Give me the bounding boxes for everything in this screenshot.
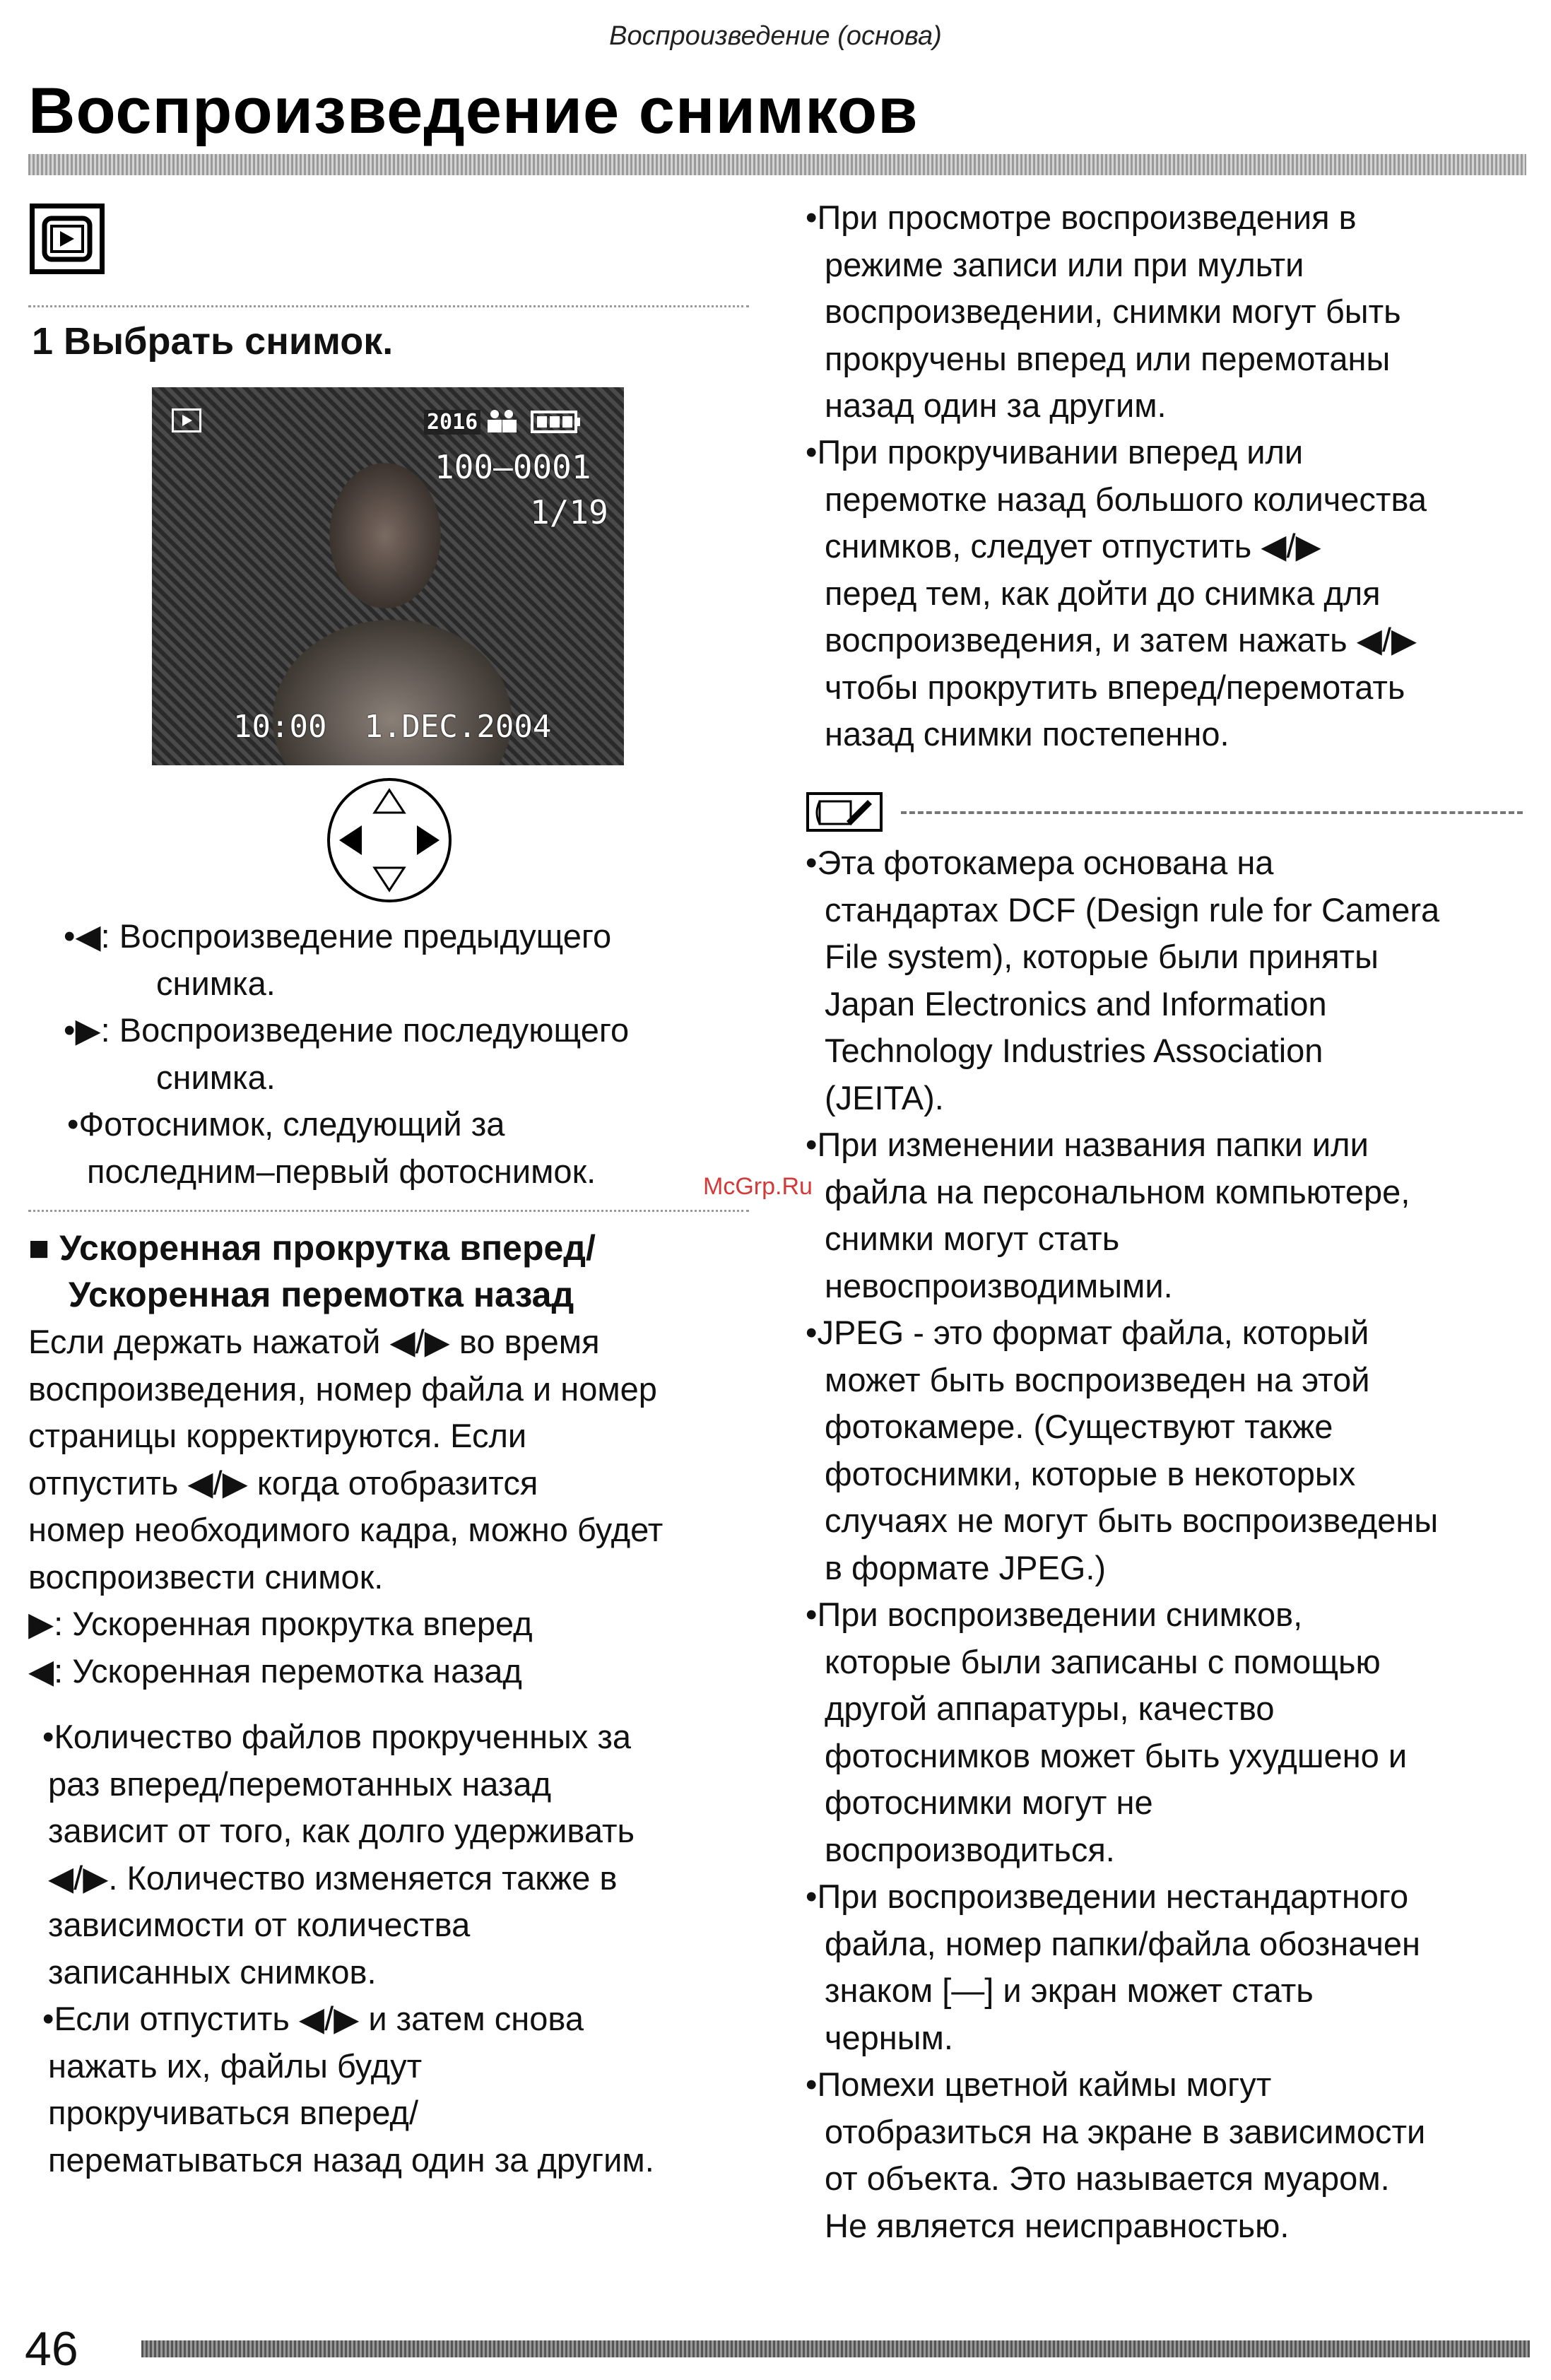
year-indicator: 2016 [424,410,480,435]
cursor-pad-icon [325,776,454,905]
note-item: •Эта фотокамера основана на стандартах DCF (Design rule for Camera File system), которые были приняты Japan Electronics and Information Technology Industries Association (JEITA). [806,844,1440,1117]
playback-note-bullet: •При просмотре воспроизведения в режиме записи или при мульти воспроизведении, снимки могут быть прокручены вперед или перемотаны назад один за другим. [806,199,1401,424]
step-heading: 1 Выбрать снимок. [32,320,394,363]
running-head: Воспроизведение (основа) [609,21,942,51]
note-item: •При изменении названия папки или файла на персональном компьютере, снимки могут стать невоспроизводимыми. [806,1126,1410,1304]
fast-scroll-bullet: •Если отпустить ◀/▶ и затем снова нажать их, файлы будут прокручиваться вперед/ перематываться назад один за другим. [42,2000,654,2179]
note-item: •JPEG - это формат файла, который может быть воспроизведен на этой фотокамере. (Существуют также фотоснимки, которые в некоторых случаях не могут быть воспроизведены в формате JPEG.) [806,1314,1439,1586]
nav-bullet-wrap: •Фотоснимок, следующий за последним–первый фотоснимок. [67,1105,596,1190]
playback-icon [35,208,100,269]
fast-scroll-body: Если держать нажатой ◀/▶ во время воспроизведения, номер файла и номер страницы корректируются. Если отпустить ◀/▶ когда отобразится номер необходимого кадра, можно будет воспроизвести снимок. ▶: Ускоренная прокрутка вперед ◀: Ускоренная перемотка назад [28,1319,663,1695]
nav-bullet-prev: •◀: Воспроизведение предыдущего снимка. [64,917,612,1002]
playback-note-bullet: •При прокручивании вперед или перемотке назад большого количества снимков, следует отпустить ◀/▶ перед тем, как дойти до снимка для воспроизведения, и затем нажать ◀/▶ чтобы прокрутить вперед/перемотать назад снимки постепенно. [806,433,1427,753]
fast-scroll-bullet: •Количество файлов прокрученных за раз вперед/перемотанных назад зависит от того, как долго удерживать ◀/▶. Количество изменяется также в зависимости от количества записанных снимков. [42,1718,635,1991]
page-title: Воспроизведение снимков [28,75,919,147]
playback-mode-icon [30,204,105,274]
title-rule [28,154,1526,175]
footer-rule [141,2340,1530,2357]
note-item: •При воспроизведении снимков, которые были записаны с помощью другой аппаратуры, качество фотоснимков может быть ухудшено и фотоснимки могут не воспроизводиться. [806,1596,1408,1868]
file-number: 100–0001 [435,448,591,486]
fast-scroll-heading: ■ Ускоренная прокрутка вперед/ Ускоренная перемотка назад [28,1228,596,1314]
notes-icon [806,791,883,832]
play-mode-indicator [172,408,201,432]
note-item: •Помехи цветной каймы могут отобразиться на экране в зависимости от объекта. Это называется муаром. Не является неисправностью. [806,2066,1426,2244]
camera-lcd-screen [152,387,624,765]
notes-divider [901,811,1523,814]
watermark: McGrp.Ru [703,1173,813,1200]
people-icon [484,408,519,437]
page-number: 46 [25,2322,78,2376]
frame-counter: 1/19 [530,493,608,531]
note-item: •При воспроизведении нестандартного файла, номер папки/файла обозначен знаком [—] и экран может стать черным. [806,1878,1420,2056]
nav-bullet-next: •▶: Воспроизведение последующего снимка. [64,1011,630,1096]
battery-icon [530,410,582,437]
divider [28,1210,749,1212]
fast-rewind-line: ◀: Ускоренная перемотка назад [28,1651,522,1690]
fast-forward-line: ▶: Ускоренная прокрутка вперед [28,1605,533,1642]
play-icon [174,411,199,430]
date-time: 10:00 1.DEC.2004 [233,709,552,745]
divider [28,305,749,307]
